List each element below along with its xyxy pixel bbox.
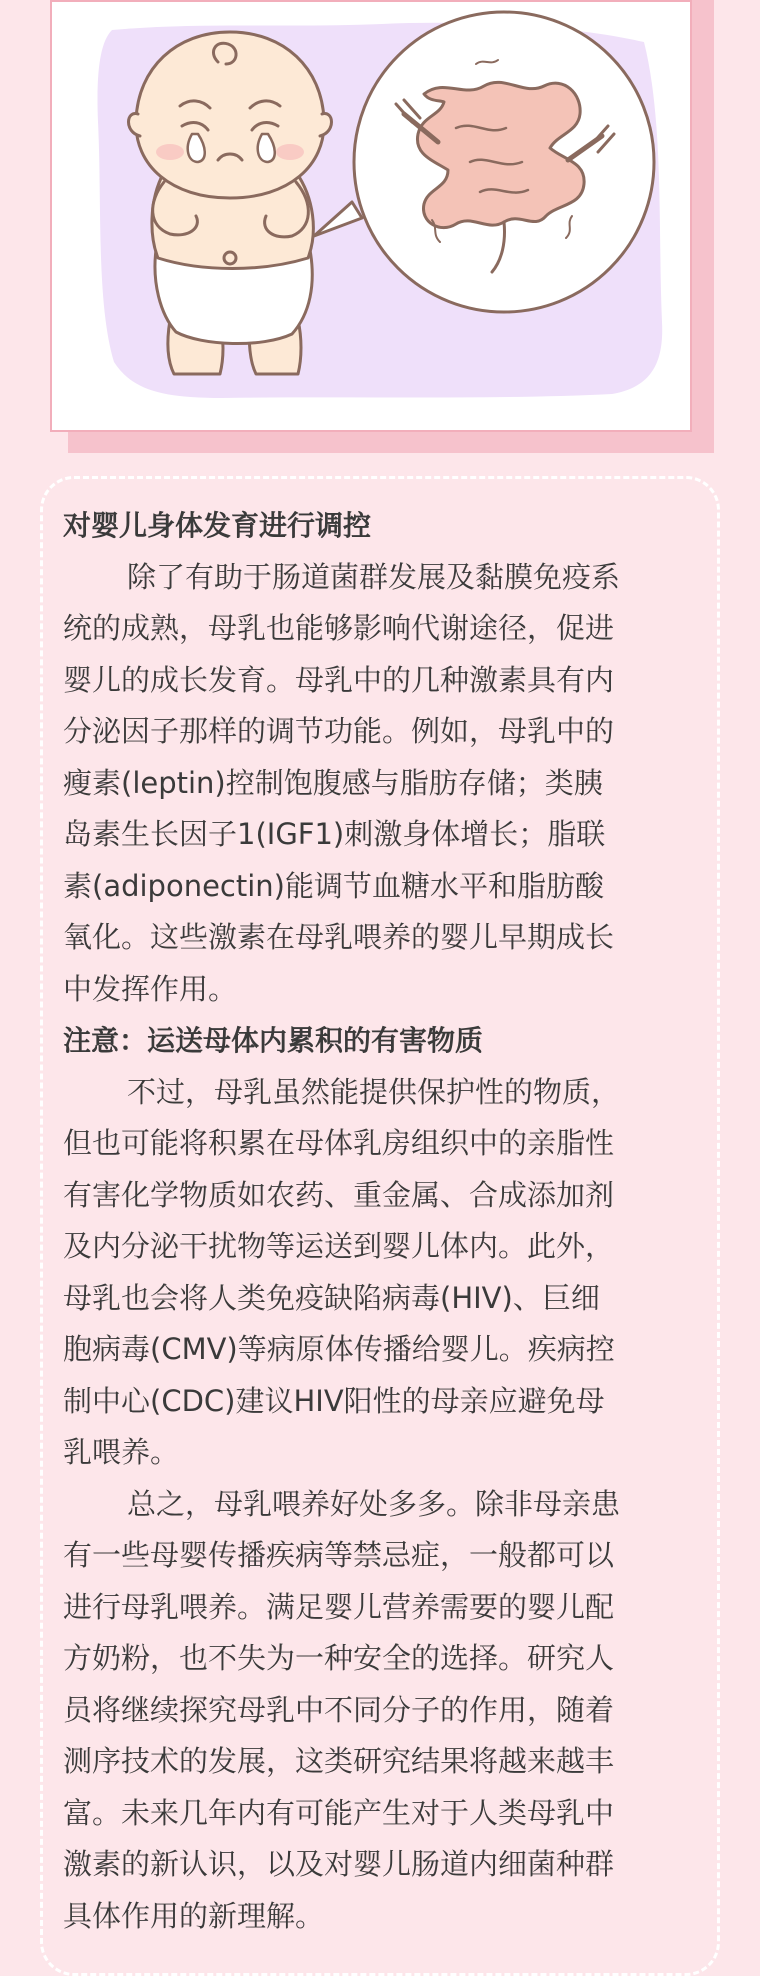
illustration <box>52 2 690 430</box>
text-line: 胞病毒(CMV)等病原体传播给婴儿。疾病控 <box>63 1332 615 1366</box>
text-line: 母乳也会将人类免疫缺陷病毒(HIV)、巨细 <box>63 1280 600 1315</box>
text-line: 方奶粉，也不失为一种安全的选择。研究人 <box>63 1641 615 1675</box>
text-line: 员将继续探究母乳中不同分子的作用，随着 <box>63 1692 615 1727</box>
section-heading: 对婴儿身体发育进行调控 <box>63 509 372 542</box>
intestine-pain-icon <box>354 12 654 312</box>
text-line: 富。未来几年内有可能产生对于人类母乳中 <box>63 1795 615 1830</box>
text-line: 具体作用的新理解。 <box>63 1898 325 1933</box>
text-line: 有一些母婴传播疾病等禁忌症，一般都可以 <box>63 1538 615 1572</box>
text-line: 测序技术的发展，这类研究结果将越来越丰 <box>63 1744 615 1778</box>
text-line: 婴儿的成长发育。母乳中的几种激素具有内 <box>63 662 615 697</box>
text-line: 制中心(CDC)建议HIV阳性的母亲应避免母 <box>63 1383 605 1418</box>
text-line: 中发挥作用。 <box>63 971 238 1006</box>
text-line: 除了有助于肠道菌群发展及黏膜免疫系 <box>127 559 621 594</box>
text-line: 氧化。这些激素在母乳喂养的婴儿早期成长 <box>63 920 615 954</box>
paragraph <box>63 552 703 1016</box>
text-line: 但也可能将积累在母体乳房组织中的亲脂性 <box>63 1126 615 1160</box>
text-line: 有害化学物质如农药、重金属、合成添加剂 <box>63 1177 615 1212</box>
article-body <box>63 500 703 1942</box>
text-line: 及内分泌干扰物等运送到婴儿体内。此外， <box>63 1229 615 1263</box>
text-line: 分泌因子那样的调节功能。例如，母乳中的 <box>63 714 615 748</box>
text-line: 总之，母乳喂养好处多多。除非母亲患 <box>127 1486 621 1521</box>
paragraph <box>63 1067 703 1479</box>
text-line: 瘦素(leptin)控制饱腹感与脂肪存储；类胰 <box>63 765 603 800</box>
illustration-card <box>50 0 692 432</box>
text-line: 不过，母乳虽然能提供保护性的物质， <box>127 1074 621 1109</box>
section-heading: 注意：运送母体内累积的有害物质 <box>63 1024 484 1057</box>
text-line: 统的成熟，母乳也能够影响代谢途径，促进 <box>63 611 615 645</box>
text-line: 进行母乳喂养。满足婴儿营养需要的婴儿配 <box>63 1589 615 1624</box>
text-line: 岛素生长因子1(IGF1)刺激身体增长；脂联 <box>63 817 606 851</box>
text-line: 素(adiponectin)能调节血糖水平和脂肪酸 <box>63 868 604 903</box>
text-line: 激素的新认识，以及对婴儿肠道内细菌种群 <box>63 1847 615 1881</box>
paragraph <box>63 1479 703 1943</box>
text-line: 乳喂养。 <box>63 1435 180 1469</box>
